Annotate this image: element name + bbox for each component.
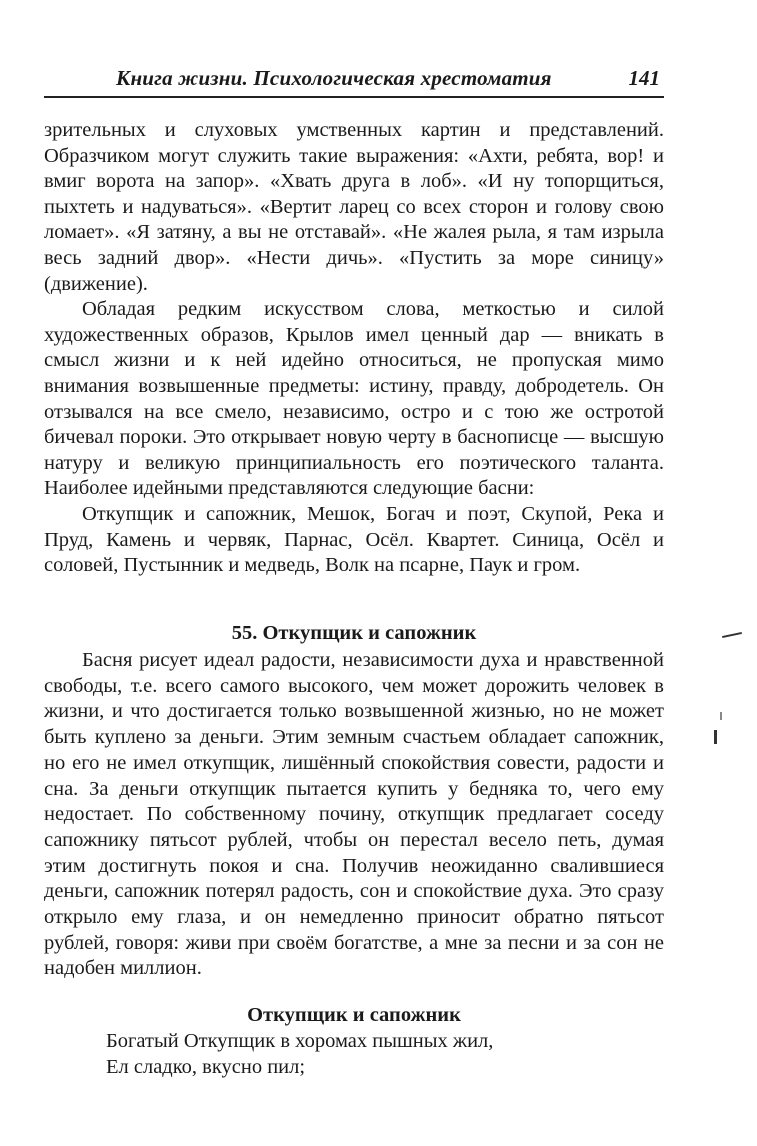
scan-mark: [714, 730, 717, 744]
running-header-title: Книга жизни. Психологическая хрестоматия: [116, 66, 552, 90]
paragraph-continued: зрительных и слуховых умственных картин и представлений. Образчиком могут служить такие выражения: «Ахти, ребята, вор! и вмиг ворота на запор». «Хвать друга в лоб». «И ну топорщиться, пыхтеть и надуваться». «Вертит ларец со всех сторон и голову свою ломает». «Я затяну, а вы не отставай». «Не жалея рыла, я там изрыла весь задний двор». «Нести дичь». «Пустить за море синицу» (движение).: [44, 119, 664, 295]
paragraph-fable-list: Откупщик и сапожник, Мешок, Богач и поэт, Скупой, Река и Пруд, Камень и червяк, Парнас, Осёл. Квартет. Синица, Осёл и соловей, Пустынник и медведь, Волк на псарне, Паук и гром.: [44, 502, 664, 577]
paragraph: Басня рисует идеал радости, независимости духа и нравственной свободы, т.е. всего самого высокого, чем может дорожить человек в жизни, и что достигается только возвышенной жизнью, но не может быть куплено за деньги. Этим земным счастьем обладает сапожник, но его не имел откупщик, лишённый спокойствия совести, радости и сна. За деньги откупщик пытается купить у бедняка то, чего ему недостает. По собственному почину, откупщик предлагает соседу сапожнику пятьсот рублей, чтобы он перестал весело петь, думая этим достигнуть покоя и сна. Получив неожиданно свалившиеся деньги, сапожник потерял радость, сон и спокойствие духа. Это сразу открыло ему глаза, и он немедленно приносит обратно пятьсот рублей, говоря: живи при своём богатстве, а мне за песни и за сон не надобен миллион.: [44, 649, 664, 980]
poem-line: Ел сладко, вкусно пил;: [106, 1056, 306, 1078]
section-text: [44, 648, 664, 982]
running-header: [44, 66, 664, 98]
scan-mark: [720, 712, 722, 720]
section-heading: 55. Откупщик и сапожник: [231, 622, 477, 644]
main-text: [44, 118, 664, 579]
poem-line: Богатый Откупщик в хоромах пышных жил,: [106, 1030, 494, 1052]
scan-mark: [722, 632, 742, 638]
poem-title: Откупщик и сапожник: [247, 1004, 461, 1026]
poem: [106, 1028, 493, 1080]
page-number: 141: [628, 66, 660, 90]
paragraph: Обладая редким искусством слова, меткостью и силой художественных образов, Крылов имел ценный дар — вникать в смысл жизни и к ней идейно относиться, не пропуская мимо внимания возвышенные предметы: истину, правду, добродетель. Он отзывался на все смело, независимо, остро и с тою же остротой бичевал пороки. Это открывает новую черту в баснописце — высшую натуру и великую принципиальность его поэтического таланта. Наиболее идейными представляются следующие басни:: [44, 298, 664, 500]
